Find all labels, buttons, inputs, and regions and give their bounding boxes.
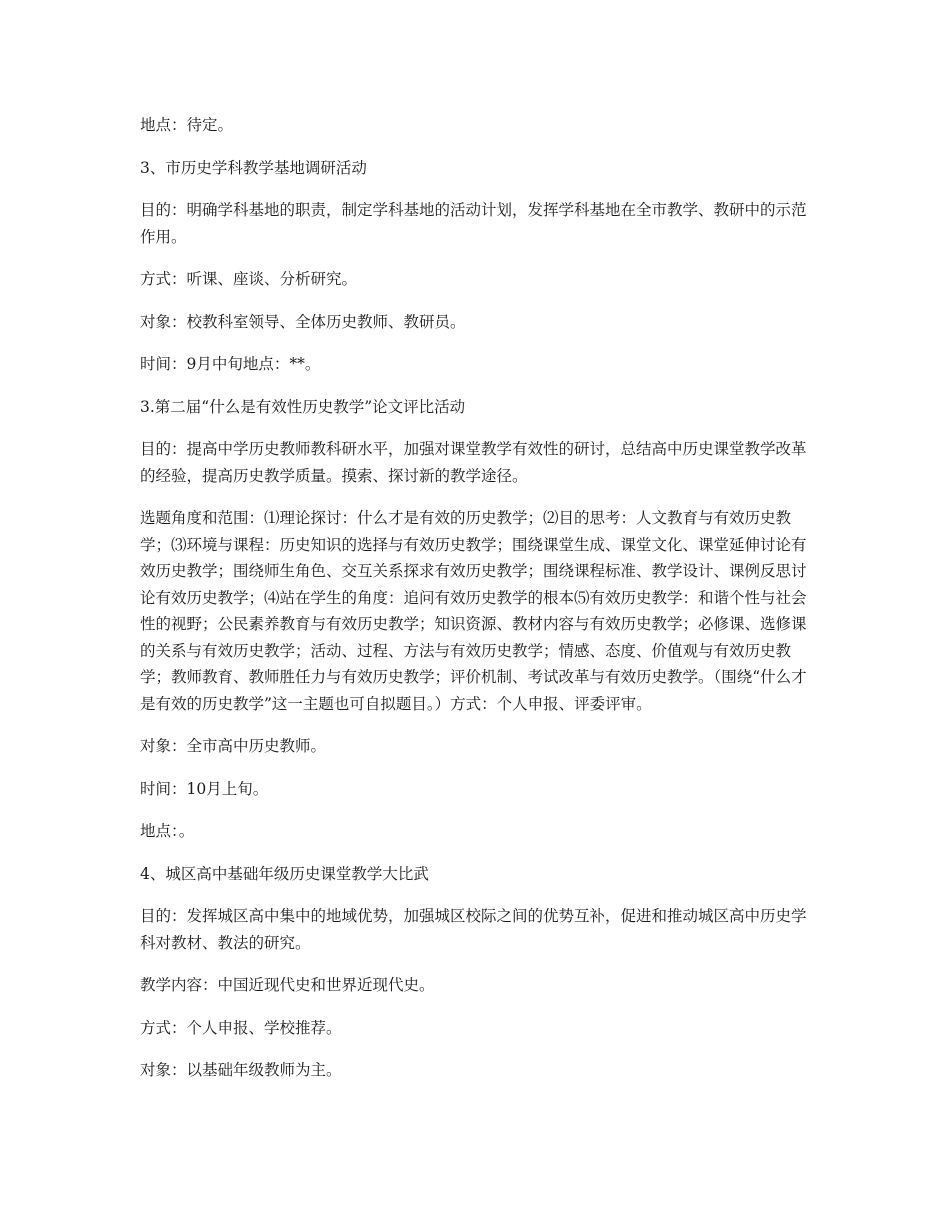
essay-location-line: 地点：。 — [140, 822, 195, 840]
method-line: 方式：听课、座谈、分析研究。 — [140, 270, 358, 288]
document-body — [140, 112, 810, 1100]
section-4-heading: 4、城区高中基础年级历史课堂教学大比武 — [140, 864, 429, 883]
topic-scope-paragraph: 选题角度和范围：⑴理论探讨：什么才是有效的历史教学；⑵目的思考：人文教育与有效历史教学；⑶环境与课程：历史知识的选择与有效历史教学；围绕课堂生成、课堂文化、课堂延伸讨论有效历史教学；围绕师生角色、交互关系探求有效历史教学；围绕课程标准、教学设计、课例反思讨论有效历史教学；⑷站在学生的角度：追问有效历史教学的根本⑸有效历史教学：和谐个性与社会性的视野；公民素养教育与有效历史教学；知识资源、教材内容与有效历史教学；必修课、选修课的关系与有效历史教学；活动、过程、方法与有效历史教学；情感、态度、价值观与有效历史教学；教师教育、教师胜任力与有效历史教学；评价机制、考试改革与有效历史教学。（围绕“什么才是有效的历史教学”这一主题也可自拟题目。）方式：个人申报、评委评审。 — [140, 509, 807, 713]
essay-time-line: 时间：10月上旬。 — [140, 779, 269, 798]
essay-contest-heading: 3.第二届“什么是有效性历史教学”论文评比活动 — [140, 397, 466, 416]
audience-line: 对象：校教科室领导、全体历史教师、教研员。 — [140, 312, 466, 331]
essay-audience-line: 对象：全市高中历史教师。 — [140, 737, 327, 755]
time-location-line: 时间：9月中旬地点：**。 — [140, 355, 321, 373]
teaching-content-line: 教学内容：中国近现代史和世界近现代史。 — [140, 976, 435, 994]
purpose-paragraph: 目的：明确学科基地的职责，制定学科基地的活动计划，发挥学科基地在全市教学、教研中的示范作用。 — [140, 201, 807, 246]
section-3-heading: 3、市历史学科教学基地调研活动 — [140, 158, 367, 177]
contest-purpose-paragraph: 目的：发挥城区高中集中的地域优势，加强城区校际之间的优势互补，促进和推动城区高中历史学科对教材、教法的研究。 — [140, 907, 807, 952]
essay-purpose-paragraph: 目的：提高中学历史教师教科研水平，加强对课堂教学有效性的研讨，总结高中历史课堂教学改革的经验，提高历史教学质量。摸索、探讨新的教学途径。 — [140, 440, 807, 485]
contest-audience-line: 对象：以基础年级教师为主。 — [140, 1061, 342, 1079]
contest-method-line: 方式：个人申报、学校推荐。 — [140, 1018, 342, 1037]
location-tbd-line: 地点：待定。 — [140, 116, 234, 134]
